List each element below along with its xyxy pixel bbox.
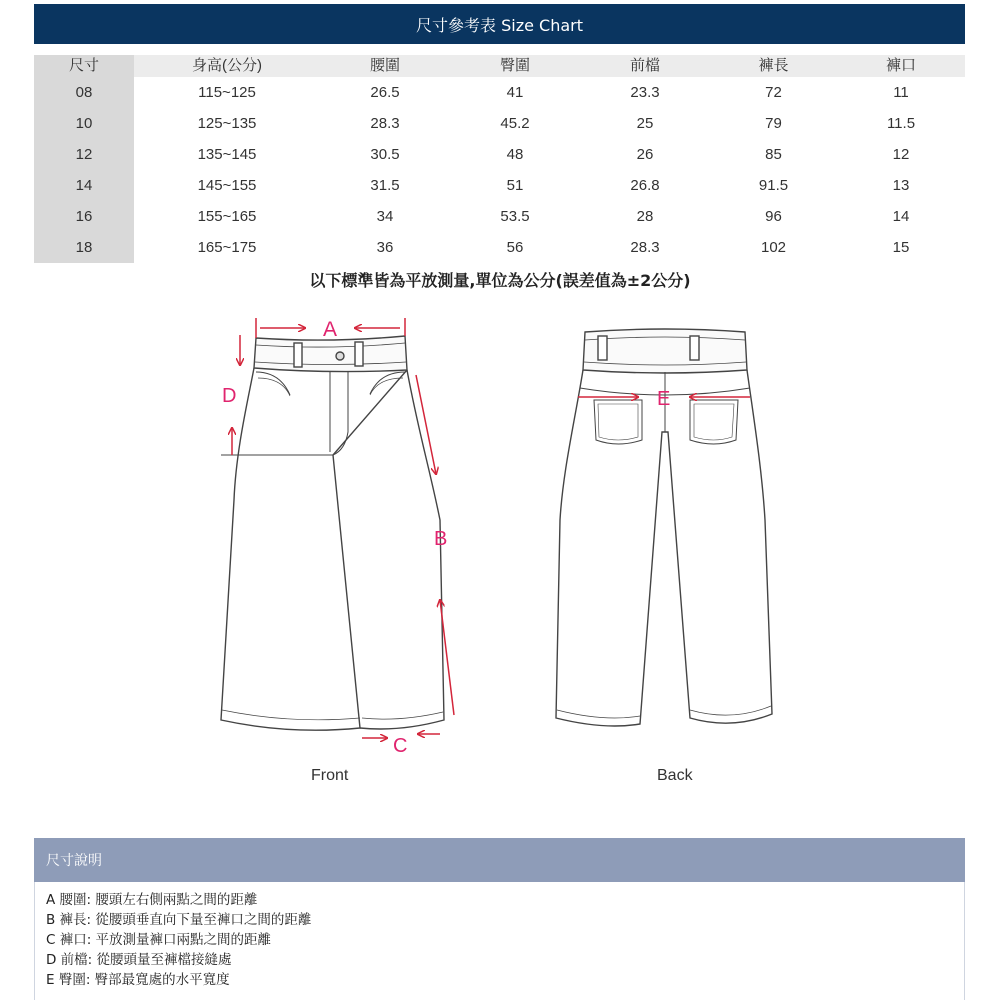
table-cell: 85 (765, 146, 782, 163)
table-cell: 91.5 (758, 177, 789, 194)
description-item-d: D 前檔: 從腰頭量至褲檔接縫處 (46, 952, 232, 968)
table-row (34, 108, 965, 139)
marker-d: D (222, 385, 237, 407)
description-title: 尺寸說明 (46, 853, 102, 869)
marker-a: A (323, 318, 338, 341)
marker-b: B (434, 528, 448, 550)
measurement-note: 以下標準皆為平放測量,單位為公分(誤差值為±2公分) (309, 271, 691, 290)
table-cell: 14 (34, 170, 134, 201)
column-header-height: 身高(公分) (134, 55, 320, 77)
table-cell: 48 (506, 146, 524, 163)
table-cell: 26 (636, 146, 654, 163)
table-cell: 45.2 (500, 115, 530, 132)
front-label: Front (311, 767, 349, 784)
table-cell: 11 (893, 84, 909, 101)
table-cell: 08 (34, 77, 134, 108)
table-cell: 28.3 (630, 239, 660, 256)
table-cell: 96 (765, 208, 782, 225)
table-cell: 25 (636, 115, 654, 132)
table-cell: 36 (376, 239, 394, 256)
size-chart-title: 尺寸參考表 Size Chart (416, 15, 583, 35)
table-header-row (34, 55, 965, 77)
table-cell: 30.5 (370, 146, 400, 163)
table-cell: 53.5 (500, 208, 530, 225)
table-cell: 51 (506, 177, 524, 194)
marker-c: C (393, 735, 408, 757)
description-item-b: B 褲長: 從腰頭垂直向下量至褲口之間的距離 (46, 912, 312, 928)
table-cell: 23.3 (630, 84, 660, 101)
table-cell: 18 (34, 232, 134, 263)
marker-e: E (657, 388, 671, 410)
table-cell: 165~175 (197, 239, 257, 256)
column-header-waist: 腰圍 (320, 55, 450, 77)
column-header-hem: 褲口 (837, 55, 965, 77)
table-cell: 12 (34, 139, 134, 170)
table-row (34, 139, 965, 170)
table-cell: 31.5 (370, 177, 400, 194)
description-item-e: E 臀圍: 臀部最寬處的水平寬度 (46, 972, 230, 988)
table-cell: 145~155 (197, 177, 257, 194)
table-cell: 28.3 (370, 115, 400, 132)
table-cell: 26.8 (630, 177, 660, 194)
table-cell: 13 (892, 177, 910, 194)
table-cell: 10 (34, 108, 134, 139)
table-row (34, 77, 965, 108)
table-cell: 11.5 (886, 115, 916, 132)
pants-diagram (0, 300, 1000, 800)
back-label: Back (657, 767, 693, 784)
table-cell: 135~145 (197, 146, 257, 163)
table-cell: 115~125 (198, 84, 256, 101)
table-cell: 56 (506, 239, 524, 256)
table-cell: 102 (760, 239, 787, 256)
table-cell: 14 (892, 208, 910, 225)
front-measurement-arrows (232, 318, 454, 738)
column-header-size: 尺寸 (34, 55, 134, 77)
table-cell: 26.5 (370, 84, 400, 101)
size-chart-header (34, 4, 965, 44)
table-cell: 155~165 (197, 208, 257, 225)
description-header (34, 838, 965, 882)
table-cell: 15 (892, 239, 910, 256)
table-cell: 125~135 (197, 115, 257, 132)
column-header-front-rise: 前檔 (580, 55, 710, 77)
description-item-c: C 褲口: 平放測量褲口兩點之間的距離 (46, 932, 272, 948)
table-cell: 16 (34, 201, 134, 232)
column-header-hip: 臀圍 (450, 55, 580, 77)
table-row (34, 170, 965, 201)
table-cell: 34 (376, 208, 394, 225)
description-list (46, 890, 311, 990)
size-table (34, 55, 965, 263)
front-pants-drawing (221, 336, 444, 730)
table-cell: 12 (892, 146, 910, 163)
description-item-a: A 腰圍: 腰頭左右側兩點之間的距離 (46, 892, 258, 908)
table-cell: 41 (506, 84, 524, 101)
table-row (34, 232, 965, 263)
table-cell: 72 (765, 84, 782, 101)
table-cell: 28 (636, 208, 654, 225)
table-row (34, 201, 965, 232)
column-header-length: 褲長 (710, 55, 837, 77)
table-cell: 79 (765, 115, 782, 132)
